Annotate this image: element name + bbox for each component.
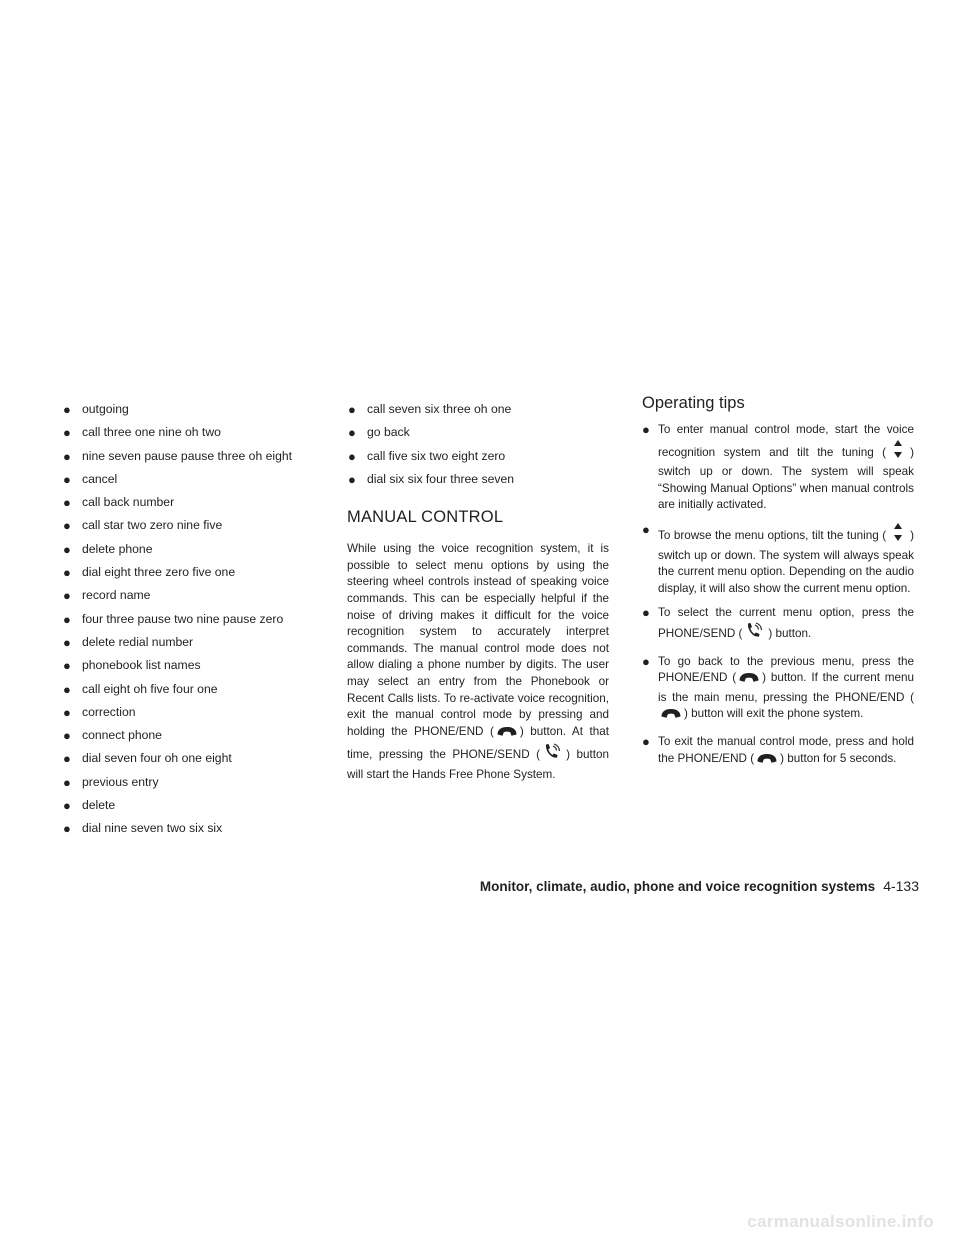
bullet-icon: ●: [642, 605, 650, 621]
list-item-text: dial six six four three seven: [367, 471, 514, 486]
bullet-icon: ●: [63, 751, 71, 767]
list-item-text: four three pause two nine pause zero: [82, 611, 284, 626]
tip-text: To select the current menu option, press the PHONE/SEND (: [658, 606, 914, 640]
manual-control-paragraph: [347, 541, 609, 783]
list-item-text: record name: [82, 588, 151, 603]
section-heading-operating-tips: Operating tips: [642, 394, 745, 412]
phone-send-icon: [542, 743, 564, 767]
list-item-text: nine seven pause pause three oh eight: [82, 448, 293, 463]
list-item: [62, 402, 314, 425]
list-item: [62, 425, 314, 448]
tips-list: [642, 422, 914, 770]
operating-tips-column: [642, 394, 914, 778]
paragraph-text: ) button will start the Hands Free Phone System.: [347, 748, 609, 781]
manual-control-column: [347, 402, 609, 784]
list-item-text: dial eight three zero five one: [82, 565, 236, 580]
bullet-icon: ●: [63, 634, 71, 650]
tip-text: ) button for 5 seconds.: [780, 751, 897, 765]
bullet-list: [347, 402, 609, 495]
bullet-icon: ●: [63, 798, 71, 814]
tip-item: [642, 422, 914, 514]
section-title: Monitor, climate, audio, phone and voice recognition systems: [479, 879, 876, 894]
list-item: [347, 402, 609, 425]
list-item: [62, 705, 314, 728]
list-item-text: phonebook list names: [82, 658, 201, 673]
bullet-icon: ●: [642, 521, 650, 537]
list-item-text: call five six two eight zero: [367, 448, 506, 463]
tuning-switch-icon: [888, 522, 908, 548]
bullet-icon: ●: [63, 448, 71, 464]
tip-item: [642, 734, 914, 770]
bullet-icon: ●: [63, 658, 71, 674]
list-item: [62, 751, 314, 774]
page-number: 4-133: [883, 878, 919, 894]
list-item: [62, 472, 314, 495]
list-item: [347, 472, 609, 495]
bullet-icon: ●: [63, 704, 71, 720]
section-heading-manual-control: MANUAL CONTROL: [347, 508, 504, 527]
bullet-icon: ●: [642, 733, 650, 749]
tip-text: To exit the manual control mode, press and hold the PHONE/END (: [658, 734, 914, 765]
voice-command-list-col1: [62, 402, 314, 845]
list-item-text: delete redial number: [82, 634, 194, 649]
tip-text: To enter manual control mode, start the voice recognition system and tilt the tuning (: [658, 423, 914, 459]
list-item: [62, 821, 314, 844]
paragraph-text: While using the voice recognition system, it is possible to select menu options by using the steering wheel controls instead of speaking voice commands. This can be especially helpful if the noise of driving makes it difficult for the voice recognition system to accurately interpret commands. The manual control mode does not allow dialing a phone number by digits. The user may select an entry from the Phonebook or Recent Calls lists. To re-activate voice recognition, exit the manual control mode by pressing and holding the PHONE/END (: [347, 542, 609, 738]
bullet-icon: ●: [348, 402, 356, 417]
list-item-text: cancel: [82, 471, 118, 486]
list-item: [62, 588, 314, 611]
list-item: [62, 728, 314, 751]
bullet-icon: ●: [63, 425, 71, 441]
list-item: [62, 775, 314, 798]
list-item: [62, 518, 314, 541]
tip-text: ) button will exit the phone system.: [684, 707, 864, 721]
list-item: [62, 449, 314, 472]
bullet-icon: ●: [348, 448, 356, 464]
list-item-text: dial nine seven two six six: [82, 821, 223, 836]
list-item: [62, 798, 314, 821]
tuning-switch-icon: [888, 439, 908, 465]
list-item-text: outgoing: [82, 402, 129, 416]
list-item-text: call three one nine oh two: [82, 425, 221, 440]
bullet-list: [62, 402, 314, 845]
bullet-icon: ●: [63, 565, 71, 581]
list-item: [62, 658, 314, 681]
list-item: [62, 565, 314, 588]
list-item-text: call back number: [82, 495, 175, 510]
list-item: [62, 612, 314, 635]
list-item-text: correction: [82, 704, 136, 719]
list-item: [62, 682, 314, 705]
page-footer: [480, 878, 919, 894]
phone-end-icon: [756, 753, 778, 771]
list-item-text: connect phone: [82, 728, 162, 743]
tip-text: To go back to the previous menu, press the PHONE/END (: [658, 654, 914, 685]
bullet-icon: ●: [63, 728, 71, 744]
bullet-icon: ●: [63, 611, 71, 627]
phone-end-icon: [738, 672, 760, 690]
tip-item: [642, 654, 914, 726]
watermark: carmanualsonline.info: [747, 1212, 934, 1231]
list-item-text: go back: [367, 425, 410, 440]
phone-end-icon: [660, 708, 682, 726]
tip-text: To browse the menu options, tilt the tuning (: [658, 528, 887, 542]
tip-text: ) button. If the current menu is the main menu, pressing the PHONE/END (: [658, 671, 914, 704]
tip-text: ) switch up or down. The system will speak “Showing Manual Options” when manual controls are initially activated.: [658, 445, 914, 512]
tip-text: ) button.: [768, 626, 812, 640]
list-item-text: call seven six three oh one: [367, 402, 512, 416]
list-item-text: call star two zero nine five: [82, 518, 223, 533]
list-item: [347, 425, 609, 448]
list-item: [347, 449, 609, 472]
phone-send-icon: [744, 622, 766, 646]
tip-item: [642, 605, 914, 645]
list-item: [62, 635, 314, 658]
bullet-icon: ●: [63, 588, 71, 604]
bullet-icon: ●: [63, 518, 71, 534]
bullet-icon: ●: [348, 425, 356, 441]
list-item-text: dial seven four oh one eight: [82, 751, 232, 766]
list-item-text: call eight oh five four one: [82, 681, 218, 696]
list-item-text: delete phone: [82, 541, 153, 556]
list-item: [62, 542, 314, 565]
bullet-icon: ●: [642, 653, 650, 669]
bullet-icon: ●: [63, 774, 71, 790]
bullet-icon: ●: [63, 821, 71, 837]
bullet-icon: ●: [63, 402, 71, 417]
tip-item: [642, 522, 914, 597]
bullet-icon: ●: [63, 541, 71, 557]
tip-text: ) switch up or down. The system will always speak the current menu option. Depending on the audio display, it will also show the current menu option.: [658, 528, 914, 595]
list-item-text: delete: [82, 798, 116, 813]
bullet-icon: ●: [63, 471, 71, 487]
bullet-icon: ●: [63, 495, 71, 511]
paragraph-text: ) button. At that time, pressing the PHONE/SEND (: [347, 724, 609, 762]
list-item-text: previous entry: [82, 774, 159, 789]
list-item: [62, 495, 314, 518]
phone-end-icon: [496, 726, 518, 744]
bullet-icon: ●: [642, 422, 650, 437]
bullet-icon: ●: [63, 681, 71, 697]
bullet-icon: ●: [348, 471, 356, 487]
